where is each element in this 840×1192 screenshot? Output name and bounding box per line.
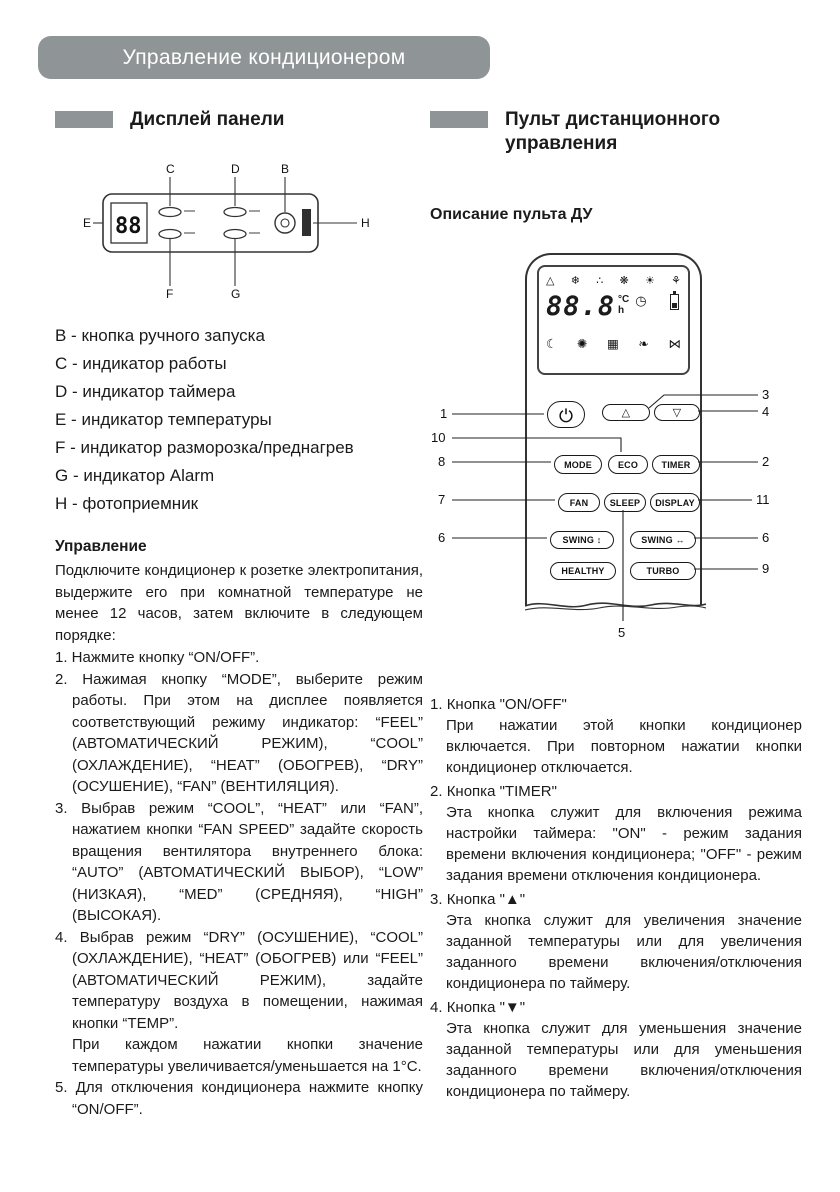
remote-figure — [430, 248, 802, 648]
label-e: E — [83, 216, 92, 230]
callout-10: 10 — [431, 430, 446, 445]
description-title: Кнопка "▼" — [446, 999, 526, 1016]
hours-unit: h — [618, 305, 625, 316]
display-panel-diagram — [55, 146, 385, 306]
label-f: F — [166, 287, 174, 301]
airflow-icon: ❧ — [638, 337, 649, 351]
left-section-title: Дисплей панели — [130, 109, 285, 130]
label-g: G — [231, 287, 241, 301]
step-4: 4. Выбрав режим “DRY” (ОСУШЕНИЕ), “COOL” (ОХЛАЖДЕНИЕ), “HEAT” (ОБОГРЕВ) или “FEEL” (АВТОМАТИЧЕСКИЙ РЕЖИМ), задайте температуру воздуха в помещении, нажимая кнопки “TEMP”. — [55, 928, 423, 1032]
photoreceiver — [302, 209, 311, 236]
description-down — [430, 997, 802, 1102]
description-body: Эта кнопка служит для увеличения значение заданной температуры или для увеличения заданного времени включения/отключения кондиционера по таймеру. — [446, 912, 802, 992]
turbo-button: TURBO — [630, 562, 696, 580]
timer-clock-icon: ◷ — [635, 293, 647, 308]
step-2: 2. Нажимая кнопку “MODE”, выберите режим работы. При этом на дисплее появляется соответствующий режиму индикатор: “FEEL” (АВТОМАТИЧЕСКИЙ РЕЖИМ), “COOL” (ОХЛАЖДЕНИЕ), “HEAT” (ОБОГРЕВ), “DRY” (ОСУШЕНИЕ), “FAN” (ВЕНТИЛЯЦИЯ). — [55, 670, 423, 795]
timer-indicator — [224, 208, 246, 217]
panel-legend — [55, 322, 423, 518]
remote-torn-edge — [525, 597, 706, 613]
left-section-header — [55, 108, 423, 132]
manual-start-button-inner — [281, 219, 289, 227]
page-banner — [38, 36, 490, 79]
power-icon — [558, 407, 574, 423]
display-panel-figure — [55, 146, 423, 306]
description-body: Эта кнопка служит для включения режима настройки таймера: "ON" - режим задания времени включения кондиционера; "OFF" - режим задания времени отключения кондиционера. — [446, 804, 802, 884]
control-heading: Управление — [55, 538, 147, 555]
remote-subtitle: Описание пульта ДУ — [430, 206, 593, 223]
description-title: Кнопка "▲" — [446, 891, 526, 908]
right-column — [430, 108, 802, 1105]
description-body: Эта кнопка служит для уменьшения значение заданной температуры или для уменьшения заданного времени включения/отключения кондиционера по таймеру. — [446, 1020, 802, 1100]
turbo-icon: ✺ — [576, 337, 588, 351]
celsius-unit: °C — [618, 294, 630, 305]
dry-mode-icon: ∴ — [596, 275, 604, 287]
indicator-caption-mark — [184, 210, 195, 212]
description-number: 1. — [430, 696, 443, 713]
lcd-temperature: 88.8 — [546, 291, 616, 322]
legend-item-c: C - индикатор работы — [55, 354, 227, 373]
indicator-caption-mark — [249, 232, 260, 234]
auto-mode-icon: △ — [546, 275, 555, 287]
description-number: 4. — [430, 999, 443, 1016]
callout-8: 8 — [438, 454, 446, 469]
temp-up-button: △ — [602, 404, 650, 421]
sleep-button: SLEEP — [604, 493, 646, 512]
description-number: 3. — [430, 891, 443, 908]
section-marker — [55, 111, 113, 128]
description-timer — [430, 781, 802, 886]
power-button — [547, 401, 585, 428]
remote-lcd — [537, 265, 690, 375]
swing-horizontal-button: SWING ↔ — [630, 531, 696, 549]
callout-6-right: 6 — [762, 530, 770, 545]
operation-indicator — [159, 208, 181, 217]
manual-start-button — [275, 213, 295, 233]
callout-1: 1 — [440, 406, 448, 421]
banner-title: Управление кондиционером — [122, 45, 406, 69]
step-4-note: При каждом нажатии кнопки значение температуры увеличивается/уменьшается на 1°С. — [72, 1036, 423, 1075]
right-section-title: Пульт дистанционного управления — [505, 109, 721, 154]
alarm-indicator — [224, 230, 246, 239]
description-body: При нажатии этой кнопки кондиционер включается. При повторном нажатии кнопки кондиционер отключается. — [446, 717, 802, 776]
filter-icon: ⋈ — [668, 337, 681, 351]
eco-button: ECO — [608, 455, 648, 474]
callout-4: 4 — [762, 404, 770, 419]
callout-2: 2 — [762, 454, 770, 469]
remote-control — [525, 253, 702, 605]
right-section-header — [430, 108, 802, 156]
description-heading — [430, 997, 802, 1018]
fan-mode-icon: ❋ — [619, 275, 629, 287]
heat-mode-icon: ☀ — [644, 275, 655, 287]
battery-icon — [670, 294, 679, 310]
callout-5: 5 — [618, 625, 626, 640]
label-c: C — [166, 162, 175, 176]
label-b: B — [281, 162, 290, 176]
legend-item-g: G - индикатор Alarm — [55, 466, 215, 485]
button-descriptions — [430, 694, 802, 1102]
description-onoff — [430, 694, 802, 778]
callout-6-left: 6 — [438, 530, 446, 545]
display-button: DISPLAY — [650, 493, 700, 512]
sleep-icon: ☾ — [546, 337, 558, 351]
healthy-button: HEALTHY — [550, 562, 616, 580]
callout-11: 11 — [756, 492, 770, 507]
mode-button: MODE — [554, 455, 602, 474]
legend-item-b: B - кнопка ручного запуска — [55, 326, 265, 345]
temp-down-button: ▽ — [654, 404, 700, 421]
legend-item-f: F - индикатор разморозка/преднагрев — [55, 438, 354, 457]
lcd-mode-icons — [546, 274, 681, 287]
legend-item-e: E - индикатор температуры — [55, 410, 272, 429]
description-up — [430, 889, 802, 994]
description-title: Кнопка "TIMER" — [446, 783, 557, 800]
cool-mode-icon: ❄ — [570, 275, 580, 287]
lcd-temperature-area — [546, 292, 681, 322]
fan-button: FAN — [558, 493, 600, 512]
label-d: D — [231, 162, 240, 176]
description-heading — [430, 694, 802, 715]
legend-item-d: D - индикатор таймера — [55, 382, 236, 401]
indicator-caption-mark — [249, 210, 260, 212]
callout-9: 9 — [762, 561, 770, 576]
left-column — [55, 108, 423, 1120]
lcd-function-icons — [546, 336, 681, 351]
description-number: 2. — [430, 783, 443, 800]
eco-icon: ⚘ — [671, 275, 681, 287]
step-5: 5. Для отключения кондиционера нажмите кнопку “ON/OFF”. — [55, 1079, 423, 1118]
swing-vertical-button: SWING ↕ — [550, 531, 614, 549]
timer-button: TIMER — [652, 455, 700, 474]
description-heading — [430, 781, 802, 802]
step-1: 1. Нажмите кнопку “ON/OFF”. — [55, 649, 260, 666]
lcd-units — [618, 294, 629, 316]
step-3: 3. Выбрав режим “COOL”, “HEAT” или “FAN”, нажатием кнопки “FAN SPEED” задайте скорость вращения вентилятора внутреннего блока: “AUTO” (АВТОМАТИЧЕСКИЙ ВЫБОР), “LOW” (НИЗКАЯ), “MED” (СРЕДНЯЯ), “HIGH” (ВЫСОКАЯ). — [55, 799, 423, 924]
indicator-caption-mark — [184, 232, 195, 234]
description-heading — [430, 889, 802, 910]
callout-3: 3 — [762, 387, 770, 402]
defrost-indicator — [159, 230, 181, 239]
label-h: H — [361, 216, 370, 230]
section-marker — [430, 111, 488, 128]
control-intro: Подключите кондиционер к розетке электропитания, выдержите его при комнатной температуре не менее 12 часов, затем включите в следующем порядке: — [55, 562, 423, 644]
callout-7: 7 — [438, 492, 446, 507]
description-title: Кнопка "ON/OFF" — [446, 696, 567, 713]
temperature-digits: 88 — [115, 214, 142, 239]
legend-item-h: H - фотоприемник — [55, 494, 199, 513]
louver-icon: ▦ — [606, 337, 619, 351]
control-steps — [55, 647, 423, 1120]
